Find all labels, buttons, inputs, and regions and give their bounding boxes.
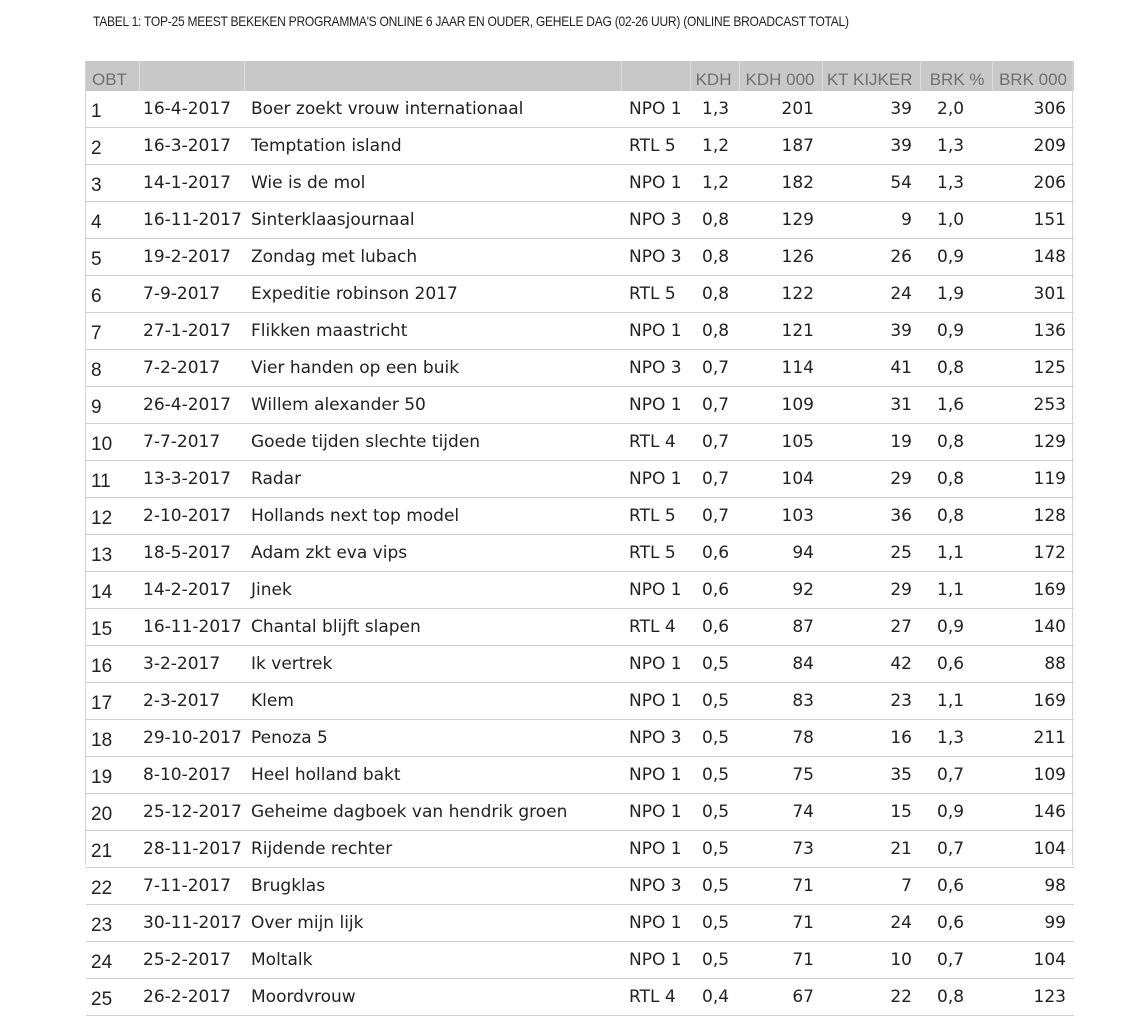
cell-date: 3-2-2017 — [139, 646, 244, 683]
cell-rank: 15 — [86, 609, 139, 646]
cell-date: 16-3-2017 — [139, 128, 244, 165]
cell-kdh: 0,5 — [690, 646, 739, 683]
table-row — [86, 609, 1074, 646]
cell-brk-000: 146 — [992, 794, 1074, 831]
cell-brk-pct: 0,8 — [920, 979, 992, 1016]
cell-channel: NPO 1 — [621, 387, 690, 424]
cell-kdh: 0,5 — [690, 905, 739, 942]
cell-program: Adam zkt eva vips — [244, 535, 621, 572]
cell-program: Zondag met lubach — [244, 239, 621, 276]
cell-kt-kijker: 39 — [822, 91, 920, 128]
cell-brk-000: 169 — [992, 683, 1074, 720]
cell-program: Heel holland bakt — [244, 757, 621, 794]
header-obt: OBT — [86, 61, 139, 91]
cell-rank: 7 — [86, 313, 139, 350]
cell-kdh-000: 122 — [739, 276, 822, 313]
cell-rank: 20 — [86, 794, 139, 831]
cell-brk-pct: 0,7 — [920, 831, 992, 868]
cell-channel: NPO 1 — [621, 646, 690, 683]
cell-rank: 5 — [86, 239, 139, 276]
header-program — [244, 61, 621, 91]
cell-program: Sinterklaasjournaal — [244, 202, 621, 239]
cell-kdh: 0,5 — [690, 831, 739, 868]
cell-kt-kijker: 54 — [822, 165, 920, 202]
cell-kt-kijker: 10 — [822, 942, 920, 979]
header-brk-pct: BRK % — [920, 61, 992, 91]
cell-kdh-000: 104 — [739, 461, 822, 498]
cell-kt-kijker: 27 — [822, 609, 920, 646]
cell-rank: 12 — [86, 498, 139, 535]
cell-channel: NPO 1 — [621, 683, 690, 720]
cell-program: Wie is de mol — [244, 165, 621, 202]
cell-brk-000: 109 — [992, 757, 1074, 794]
cell-date: 2-10-2017 — [139, 498, 244, 535]
cell-program: Moordvrouw — [244, 979, 621, 1016]
cell-brk-pct: 0,6 — [920, 868, 992, 905]
table-header-row — [86, 61, 1074, 91]
cell-kdh: 0,4 — [690, 979, 739, 1016]
cell-brk-pct: 0,8 — [920, 424, 992, 461]
table-row — [86, 794, 1074, 831]
cell-kdh: 0,6 — [690, 535, 739, 572]
cell-program: Over mijn lijk — [244, 905, 621, 942]
cell-channel: NPO 3 — [621, 202, 690, 239]
cell-kdh-000: 129 — [739, 202, 822, 239]
cell-brk-pct: 1,3 — [920, 720, 992, 757]
cell-rank: 11 — [86, 461, 139, 498]
cell-kdh: 0,8 — [690, 276, 739, 313]
cell-program: Rijdende rechter — [244, 831, 621, 868]
cell-kdh-000: 71 — [739, 942, 822, 979]
cell-brk-000: 99 — [992, 905, 1074, 942]
cell-date: 29-10-2017 — [139, 720, 244, 757]
cell-kt-kijker: 36 — [822, 498, 920, 535]
cell-kt-kijker: 25 — [822, 535, 920, 572]
cell-kt-kijker: 35 — [822, 757, 920, 794]
cell-brk-pct: 1,3 — [920, 128, 992, 165]
table-caption: TABEL 1: TOP-25 MEEST BEKEKEN PROGRAMMA'S ONLINE 6 JAAR EN OUDER, GEHELE DAG (02-26 UUR) (ONLINE BROADCAST TOTAL) — [93, 13, 849, 29]
cell-channel: NPO 1 — [621, 757, 690, 794]
cell-program: Klem — [244, 683, 621, 720]
cell-channel: NPO 3 — [621, 239, 690, 276]
cell-kt-kijker: 15 — [822, 794, 920, 831]
table-row — [86, 165, 1074, 202]
cell-date: 26-4-2017 — [139, 387, 244, 424]
cell-rank: 18 — [86, 720, 139, 757]
cell-kt-kijker: 22 — [822, 979, 920, 1016]
cell-rank: 3 — [86, 165, 139, 202]
cell-date: 26-2-2017 — [139, 979, 244, 1016]
cell-brk-pct: 0,9 — [920, 313, 992, 350]
cell-kdh: 0,5 — [690, 757, 739, 794]
cell-program: Ik vertrek — [244, 646, 621, 683]
cell-kdh-000: 71 — [739, 868, 822, 905]
table-row — [86, 239, 1074, 276]
table-row — [86, 572, 1074, 609]
header-kdh: KDH — [690, 61, 739, 91]
cell-brk-pct: 0,8 — [920, 461, 992, 498]
cell-program: Geheime dagboek van hendrik groen — [244, 794, 621, 831]
cell-kdh: 1,2 — [690, 165, 739, 202]
cell-brk-pct: 0,9 — [920, 609, 992, 646]
table-row — [86, 202, 1074, 239]
cell-kdh: 0,5 — [690, 868, 739, 905]
cell-date: 7-7-2017 — [139, 424, 244, 461]
cell-brk-000: 123 — [992, 979, 1074, 1016]
cell-rank: 9 — [86, 387, 139, 424]
cell-kt-kijker: 7 — [822, 868, 920, 905]
cell-brk-pct: 1,0 — [920, 202, 992, 239]
cell-kdh: 0,8 — [690, 239, 739, 276]
table-row — [86, 683, 1074, 720]
cell-date: 18-5-2017 — [139, 535, 244, 572]
cell-date: 14-1-2017 — [139, 165, 244, 202]
cell-kdh-000: 103 — [739, 498, 822, 535]
cell-channel: RTL 5 — [621, 498, 690, 535]
cell-rank: 16 — [86, 646, 139, 683]
cell-kdh-000: 73 — [739, 831, 822, 868]
cell-brk-000: 211 — [992, 720, 1074, 757]
cell-kdh-000: 121 — [739, 313, 822, 350]
cell-kdh: 0,5 — [690, 794, 739, 831]
cell-brk-000: 301 — [992, 276, 1074, 313]
cell-kdh-000: 126 — [739, 239, 822, 276]
cell-kt-kijker: 42 — [822, 646, 920, 683]
cell-kdh: 0,7 — [690, 424, 739, 461]
table-row — [86, 868, 1074, 905]
cell-date: 19-2-2017 — [139, 239, 244, 276]
cell-date: 16-11-2017 — [139, 609, 244, 646]
cell-kdh-000: 78 — [739, 720, 822, 757]
cell-brk-pct: 1,1 — [920, 683, 992, 720]
cell-rank: 25 — [86, 979, 139, 1016]
cell-kdh: 0,7 — [690, 387, 739, 424]
cell-rank: 13 — [86, 535, 139, 572]
cell-program: Hollands next top model — [244, 498, 621, 535]
table-row — [86, 535, 1074, 572]
cell-brk-pct: 0,8 — [920, 498, 992, 535]
ratings-table — [86, 61, 1074, 1016]
cell-kdh-000: 105 — [739, 424, 822, 461]
cell-channel: RTL 5 — [621, 535, 690, 572]
header-brk-000: BRK 000 — [992, 61, 1074, 91]
cell-program: Penoza 5 — [244, 720, 621, 757]
cell-brk-000: 128 — [992, 498, 1074, 535]
cell-kdh-000: 71 — [739, 905, 822, 942]
cell-brk-000: 104 — [992, 942, 1074, 979]
cell-kdh: 1,2 — [690, 128, 739, 165]
cell-kt-kijker: 16 — [822, 720, 920, 757]
header-kt-kijker: KT KIJKER — [822, 61, 920, 91]
cell-date: 7-11-2017 — [139, 868, 244, 905]
cell-brk-pct: 0,9 — [920, 794, 992, 831]
cell-channel: RTL 4 — [621, 979, 690, 1016]
cell-kt-kijker: 31 — [822, 387, 920, 424]
cell-brk-pct: 1,6 — [920, 387, 992, 424]
cell-date: 7-9-2017 — [139, 276, 244, 313]
cell-brk-000: 172 — [992, 535, 1074, 572]
cell-kdh-000: 83 — [739, 683, 822, 720]
cell-program: Vier handen op een buik — [244, 350, 621, 387]
cell-brk-000: 169 — [992, 572, 1074, 609]
header-date — [139, 61, 244, 91]
cell-kdh: 0,8 — [690, 313, 739, 350]
cell-program: Jinek — [244, 572, 621, 609]
cell-brk-000: 104 — [992, 831, 1074, 868]
cell-date: 28-11-2017 — [139, 831, 244, 868]
cell-program: Boer zoekt vrouw internationaal — [244, 91, 621, 128]
cell-kdh-000: 75 — [739, 757, 822, 794]
cell-rank: 10 — [86, 424, 139, 461]
table-row — [86, 831, 1074, 868]
table-row — [86, 424, 1074, 461]
cell-brk-000: 136 — [992, 313, 1074, 350]
cell-brk-000: 119 — [992, 461, 1074, 498]
header-channel — [621, 61, 690, 91]
table-row — [86, 313, 1074, 350]
cell-date: 25-2-2017 — [139, 942, 244, 979]
cell-rank: 23 — [86, 905, 139, 942]
cell-program: Goede tijden slechte tijden — [244, 424, 621, 461]
cell-date: 16-11-2017 — [139, 202, 244, 239]
cell-channel: NPO 1 — [621, 165, 690, 202]
cell-brk-000: 209 — [992, 128, 1074, 165]
cell-brk-pct: 2,0 — [920, 91, 992, 128]
cell-rank: 8 — [86, 350, 139, 387]
cell-kt-kijker: 29 — [822, 572, 920, 609]
cell-kdh: 0,8 — [690, 202, 739, 239]
cell-kdh: 0,7 — [690, 461, 739, 498]
cell-kdh-000: 109 — [739, 387, 822, 424]
cell-kdh-000: 84 — [739, 646, 822, 683]
cell-channel: RTL 4 — [621, 609, 690, 646]
cell-channel: NPO 1 — [621, 794, 690, 831]
cell-brk-000: 151 — [992, 202, 1074, 239]
cell-brk-000: 206 — [992, 165, 1074, 202]
cell-program: Moltalk — [244, 942, 621, 979]
cell-kt-kijker: 24 — [822, 905, 920, 942]
cell-kdh-000: 87 — [739, 609, 822, 646]
cell-rank: 24 — [86, 942, 139, 979]
cell-brk-pct: 0,6 — [920, 646, 992, 683]
cell-kt-kijker: 19 — [822, 424, 920, 461]
cell-rank: 19 — [86, 757, 139, 794]
cell-kdh-000: 94 — [739, 535, 822, 572]
cell-channel: NPO 3 — [621, 720, 690, 757]
cell-program: Expeditie robinson 2017 — [244, 276, 621, 313]
cell-brk-000: 88 — [992, 646, 1074, 683]
cell-rank: 6 — [86, 276, 139, 313]
cell-brk-000: 129 — [992, 424, 1074, 461]
cell-channel: NPO 1 — [621, 461, 690, 498]
cell-brk-pct: 1,1 — [920, 535, 992, 572]
cell-channel: NPO 1 — [621, 313, 690, 350]
cell-brk-pct: 0,7 — [920, 757, 992, 794]
table-row — [86, 646, 1074, 683]
cell-channel: RTL 5 — [621, 276, 690, 313]
cell-date: 7-2-2017 — [139, 350, 244, 387]
cell-date: 25-12-2017 — [139, 794, 244, 831]
cell-rank: 1 — [86, 91, 139, 128]
cell-brk-000: 140 — [992, 609, 1074, 646]
cell-date: 27-1-2017 — [139, 313, 244, 350]
cell-kt-kijker: 9 — [822, 202, 920, 239]
cell-kdh-000: 74 — [739, 794, 822, 831]
cell-program: Flikken maastricht — [244, 313, 621, 350]
cell-program: Chantal blijft slapen — [244, 609, 621, 646]
cell-kdh-000: 201 — [739, 91, 822, 128]
cell-kt-kijker: 39 — [822, 128, 920, 165]
cell-kdh-000: 67 — [739, 979, 822, 1016]
table-row — [86, 720, 1074, 757]
cell-kt-kijker: 24 — [822, 276, 920, 313]
cell-channel: RTL 4 — [621, 424, 690, 461]
cell-channel: NPO 3 — [621, 868, 690, 905]
cell-date: 30-11-2017 — [139, 905, 244, 942]
cell-date: 2-3-2017 — [139, 683, 244, 720]
cell-kdh: 1,3 — [690, 91, 739, 128]
cell-date: 8-10-2017 — [139, 757, 244, 794]
cell-program: Radar — [244, 461, 621, 498]
table-row — [86, 276, 1074, 313]
table-body — [86, 91, 1074, 1016]
cell-channel: NPO 3 — [621, 350, 690, 387]
cell-kt-kijker: 21 — [822, 831, 920, 868]
cell-brk-000: 253 — [992, 387, 1074, 424]
cell-date: 16-4-2017 — [139, 91, 244, 128]
cell-kdh: 0,7 — [690, 498, 739, 535]
cell-kt-kijker: 26 — [822, 239, 920, 276]
cell-brk-pct: 0,9 — [920, 239, 992, 276]
cell-kdh-000: 182 — [739, 165, 822, 202]
cell-kt-kijker: 23 — [822, 683, 920, 720]
table-row — [86, 979, 1074, 1016]
cell-channel: NPO 1 — [621, 942, 690, 979]
cell-kdh: 0,6 — [690, 609, 739, 646]
cell-brk-pct: 1,3 — [920, 165, 992, 202]
table-row — [86, 942, 1074, 979]
cell-brk-pct: 0,6 — [920, 905, 992, 942]
cell-kdh: 0,5 — [690, 683, 739, 720]
cell-kdh: 0,6 — [690, 572, 739, 609]
cell-channel: NPO 1 — [621, 91, 690, 128]
cell-rank: 2 — [86, 128, 139, 165]
cell-brk-pct: 1,1 — [920, 572, 992, 609]
cell-channel: NPO 1 — [621, 905, 690, 942]
cell-brk-000: 125 — [992, 350, 1074, 387]
cell-kt-kijker: 39 — [822, 313, 920, 350]
cell-rank: 22 — [86, 868, 139, 905]
cell-program: Willem alexander 50 — [244, 387, 621, 424]
cell-date: 13-3-2017 — [139, 461, 244, 498]
cell-rank: 21 — [86, 831, 139, 868]
cell-kdh-000: 92 — [739, 572, 822, 609]
cell-kt-kijker: 41 — [822, 350, 920, 387]
cell-brk-pct: 0,8 — [920, 350, 992, 387]
table-row — [86, 461, 1074, 498]
cell-rank: 14 — [86, 572, 139, 609]
cell-brk-000: 148 — [992, 239, 1074, 276]
cell-rank: 4 — [86, 202, 139, 239]
cell-brk-pct: 0,7 — [920, 942, 992, 979]
cell-kdh: 0,5 — [690, 942, 739, 979]
cell-kdh: 0,5 — [690, 720, 739, 757]
cell-brk-000: 306 — [992, 91, 1074, 128]
table-row — [86, 498, 1074, 535]
table-row — [86, 905, 1074, 942]
cell-rank: 17 — [86, 683, 139, 720]
cell-brk-000: 98 — [992, 868, 1074, 905]
header-kdh-000: KDH 000 — [739, 61, 822, 91]
cell-channel: RTL 5 — [621, 128, 690, 165]
table-row — [86, 128, 1074, 165]
cell-program: Brugklas — [244, 868, 621, 905]
table-row — [86, 91, 1074, 128]
cell-date: 14-2-2017 — [139, 572, 244, 609]
table-row — [86, 757, 1074, 794]
cell-kt-kijker: 29 — [822, 461, 920, 498]
cell-kdh-000: 114 — [739, 350, 822, 387]
table-row — [86, 387, 1074, 424]
cell-program: Temptation island — [244, 128, 621, 165]
cell-kdh: 0,7 — [690, 350, 739, 387]
table-row — [86, 350, 1074, 387]
cell-brk-pct: 1,9 — [920, 276, 992, 313]
cell-channel: NPO 1 — [621, 572, 690, 609]
cell-kdh-000: 187 — [739, 128, 822, 165]
cell-channel: NPO 1 — [621, 831, 690, 868]
